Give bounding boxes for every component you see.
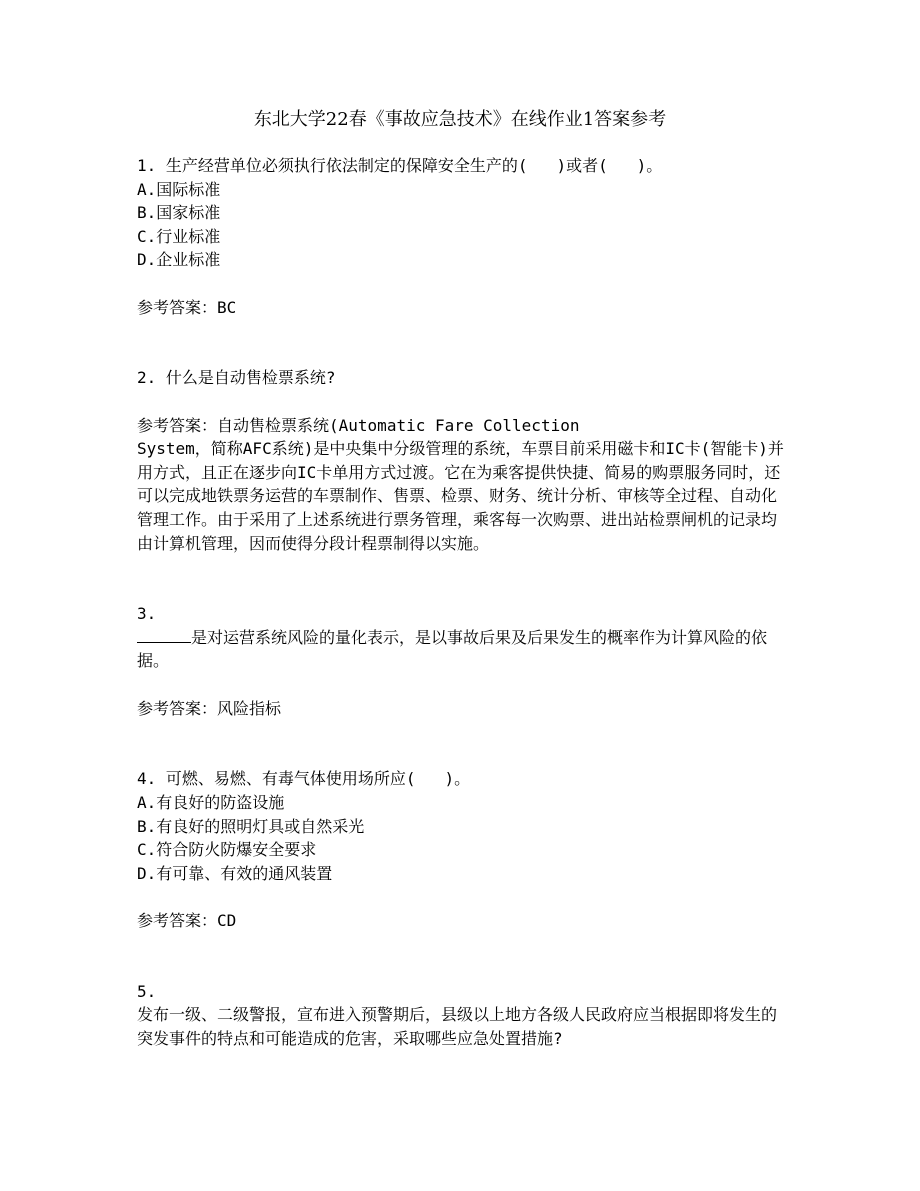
question-text: 生产经营单位必须执行依法制定的保障安全生产的( )或者( )。 <box>165 156 663 175</box>
question-text: 什么是自动售检票系统? <box>165 368 336 388</box>
question-number: 3. <box>137 604 157 624</box>
option-c: C.符合防火防爆安全要求 <box>137 840 317 860</box>
option-b: B.国家标准 <box>137 203 221 223</box>
question-number: 4. <box>137 769 157 789</box>
question-text: 发布一级、二级警报，宣布进入预警期后，县级以上地方各级人民政府应当根据即将发生的突发事件的特点和可能造成的危害，采取哪些应急处置措施? <box>137 1005 778 1048</box>
question-4-stem <box>137 767 792 791</box>
question-1 <box>137 154 792 319</box>
answer-2-body: System，简称AFC系统)是中央集中分级管理的系统，车票目前采用磁卡和IC卡(智能卡)并用方式，且正在逐步向IC卡单用方式过渡。它在为乘客提供快捷、简易的购票服务同时，还可以完成地铁票务运营的车票制作、售票、检票、财务、统计分析、审核等全过程、自动化管理工作。由于采用了上述系统进行票务管理，乘客每一次购票、进出站检票闸机的记录均由计算机管理，因而使得分段计程票制得以实施。 <box>137 439 784 553</box>
document-body <box>137 154 792 1051</box>
question-4 <box>137 767 792 932</box>
answer-label: 参考答案： <box>137 911 218 930</box>
answer-value: BC <box>217 297 237 317</box>
question-text: 是对运营系统风险的量化表示，是以事故后果及后果发生的概率作为计算风险的依据。 <box>137 627 768 671</box>
answer-label: 参考答案： <box>137 698 218 718</box>
question-3 <box>137 602 792 720</box>
question-1-stem <box>137 154 792 178</box>
question-number: 5. <box>137 981 157 1001</box>
answer-4 <box>137 909 792 933</box>
option-c: C.行业标准 <box>137 226 221 246</box>
option-b: B.有良好的照明灯具或自然采光 <box>137 816 365 836</box>
answer-3 <box>137 697 792 721</box>
answer-label: 参考答案： <box>137 415 218 435</box>
option-d: D.企业标准 <box>137 250 221 270</box>
answer-1 <box>137 296 792 320</box>
question-5 <box>137 980 792 1051</box>
option-d: D.有可靠、有效的通风装置 <box>137 863 333 883</box>
answer-value: CD <box>217 911 237 930</box>
document-title: 东北大学22春《事故应急技术》在线作业1答案参考 <box>253 109 667 130</box>
question-2-stem <box>137 366 792 390</box>
question-number: 1. <box>137 156 157 175</box>
question-number: 2. <box>137 368 157 388</box>
question-text: 可燃、易燃、有毒气体使用场所应( )。 <box>165 769 471 789</box>
answer-label: 参考答案： <box>137 297 218 317</box>
answer-value: 风险指标 <box>217 698 282 718</box>
question-3-stem <box>137 626 792 673</box>
answer-value: 自动售检票系统(Automatic Fare Collection <box>217 415 580 435</box>
fill-in-blank <box>137 628 191 643</box>
option-a: A.有良好的防盗设施 <box>137 793 285 813</box>
answer-2-first-line <box>137 414 792 438</box>
option-a: A.国际标准 <box>137 179 221 199</box>
question-2 <box>137 366 792 555</box>
